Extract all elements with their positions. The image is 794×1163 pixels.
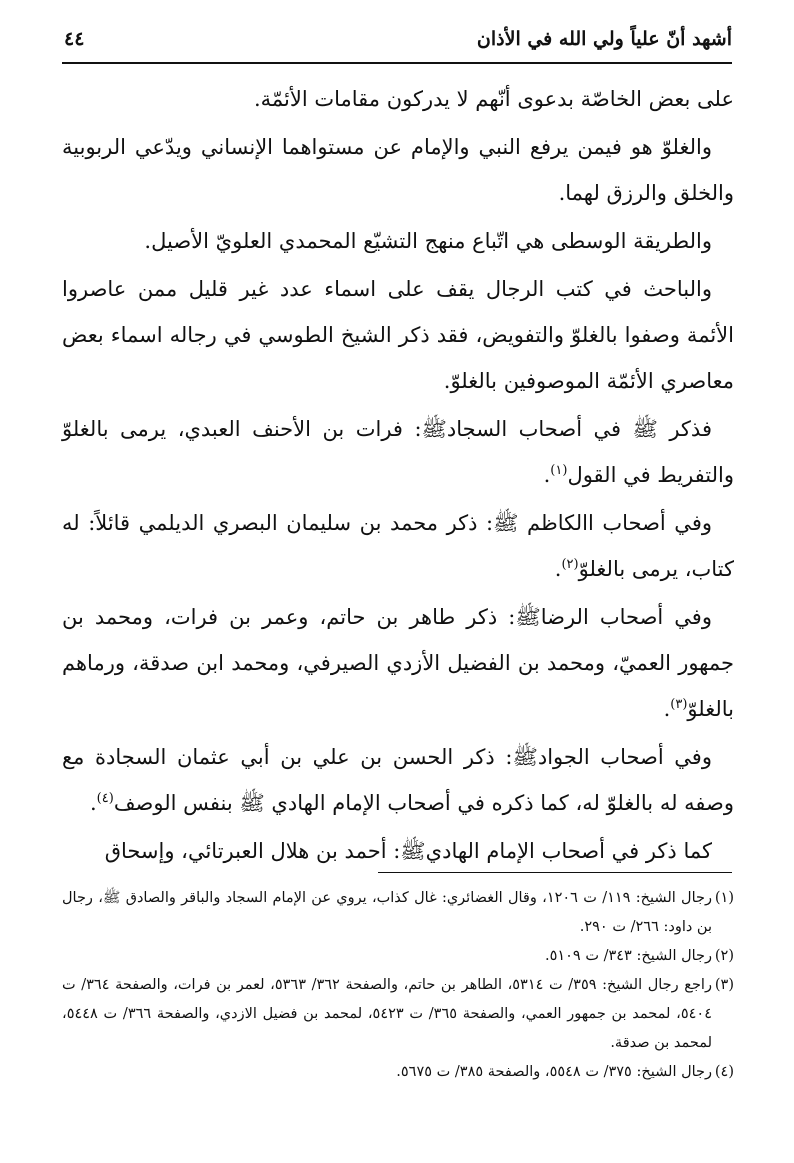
footnote-1: [62, 884, 734, 942]
footnote-ref-2: (٢): [561, 557, 579, 572]
paragraph-1: على بعض الخاصّة بدعوى أنّهم لا يدركون مقامات الأئمّة.: [253, 87, 734, 111]
paragraph-5: فذكر ﷺ في أصحاب السجادﷺ: فرات بن الأحنف العبدي، يرمى بالغلوّ والتفريط في القول$^{(١)}$.: [62, 417, 734, 487]
footnote-3: [62, 971, 734, 1058]
footnote-mark: (٣): [714, 977, 734, 993]
footnote-mark: (٢): [714, 948, 734, 964]
footnote-text: رجال الشيخ: ١١٩/ ت ١٢٠٦، وقال الغضائري: غال كذاب، يروي عن الإمام السجاد والباقر والصادق ﷺ، رجال بن داود: ٢٦٦/ ت ٢٩٠.: [62, 890, 712, 935]
footnote-text: راجع رجال الشيخ: ٣٥٩/ ت ٥٣١٤، الطاهر بن حاتم، والصفحة ٣٦٢/ ٥٣٦٣، لعمر بن فرات، والصفحة ٣٦٤/ ت ٥٤٠٤، لمحمد بن جمهور العمي، والصفحة ٣٦٥/ ت ٥٤٢٣، لمحمد بن فضيل الازدي، والصفحة ٣٦٦/ ت ٥٤٤٨، لمحمد بن صدقة.: [62, 977, 712, 1051]
paragraph-8-text: وفي أصحاب الجوادﷺ: ذكر الحسن بن علي بن أبي عثمان السجادة مع وصفه له بالغلوّ له، كما ذكره في أصحاب الإمام الهادي ﷺ بنفس الوصف: [62, 745, 734, 815]
paragraph-3: والطريقة الوسطى هي اتّباع منهج التشيّع المحمدي العلويّ الأصيل.: [144, 229, 712, 253]
paragraph-5-text: فذكر ﷺ في أصحاب السجادﷺ: فرات بن الأحنف العبدي، يرمى بالغلوّ والتفريط في القول: [62, 417, 734, 487]
running-header: [62, 18, 732, 58]
footnotes: [62, 884, 734, 1087]
paragraph-6: وفي أصحاب االكاظم ﷺ: ذكر محمد بن سليمان البصري الديلمي قائلاً: له كتاب، يرمى بالغلوّ$^{(٢)}$.: [62, 511, 734, 581]
footnote-ref-3: (٣): [670, 697, 688, 712]
paragraph-9: كما ذكر في أصحاب الإمام الهاديﷺ: أحمد بن هلال العبرتائي، وإسحاق: [104, 839, 712, 863]
footnote-text: رجال الشيخ: ٣٤٣/ ت ٥١٠٩.: [544, 948, 712, 964]
paragraph-7: وفي أصحاب الرضاﷺ: ذكر طاهر بن حاتم، وعمر بن فرات، ومحمد بن جمهور العميّ، ومحمد بن الفضيل الأزدي الصيرفي، ومحمد ابن صدقة، ورماهم بالغلوّ$^{(٣)}$.: [62, 605, 734, 721]
running-title: أشهد أنّ علياً ولي الله في الأذان: [476, 28, 732, 50]
footnote-ref-1: (١): [550, 463, 568, 478]
footnote-4: [62, 1058, 734, 1087]
paragraph-4: والباحث في كتب الرجال يقف على اسماء عدد غير قليل ممن عاصروا الأئمة وصفوا بالغلوّ والتفويض، فقد ذكر الشيخ الطوسي في رجاله اسماء بعض معاصري الأئمّة الموصوفين بالغلوّ.: [62, 277, 734, 393]
page-number: ٤٤: [64, 28, 85, 50]
main-text: [62, 76, 734, 876]
footnote-mark: (٤): [714, 1064, 734, 1080]
paragraph-8: وفي أصحاب الجوادﷺ: ذكر الحسن بن علي بن أبي عثمان السجادة مع وصفه له بالغلوّ له، كما ذكره في أصحاب الإمام الهادي ﷺ بنفس الوصف$^{(٤)}$.: [62, 745, 734, 815]
footnote-divider: [378, 872, 732, 873]
paragraph-2: والغلوّ هو فيمن يرفع النبي والإمام عن مستواهما الإنساني ويدّعي الربوبية والخلق والرزق لهما.: [62, 135, 734, 205]
footnote-mark: (١): [714, 890, 734, 906]
footnote-ref-4: (٤): [96, 791, 114, 806]
footnote-2: [62, 942, 734, 971]
paragraph-7-text: وفي أصحاب الرضاﷺ: ذكر طاهر بن حاتم، وعمر بن فرات، ومحمد بن جمهور العميّ، ومحمد بن الفضيل الأزدي الصيرفي، ومحمد ابن صدقة، ورماهم بالغلوّ: [62, 605, 734, 721]
paragraph-6-text: وفي أصحاب االكاظم ﷺ: ذكر محمد بن سليمان البصري الديلمي قائلاً: له كتاب، يرمى بالغلوّ: [62, 511, 734, 581]
header-divider: [62, 62, 732, 64]
footnote-text: رجال الشيخ: ٣٧٥/ ت ٥٥٤٨، والصفحة ٣٨٥/ ت ٥٦٧٥.: [396, 1064, 712, 1080]
